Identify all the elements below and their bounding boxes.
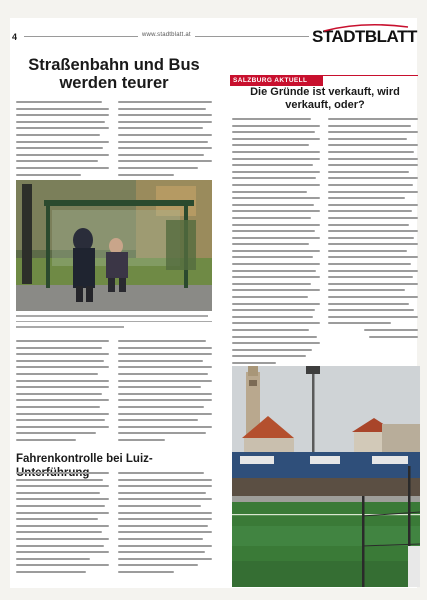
page-header	[10, 18, 417, 52]
article-3-text-col-2	[328, 118, 418, 342]
article-2-text-col-2	[118, 472, 212, 578]
header-url: www.stadtblatt.at	[138, 32, 195, 38]
football-stadium-photo	[232, 366, 420, 587]
section-label: SALZBURG AKTUELL	[230, 75, 323, 86]
article-1-text-col-2	[118, 101, 212, 180]
logo-swoosh-icon	[322, 23, 410, 33]
article-3-text-col-1	[232, 118, 320, 369]
stadtblatt-logo	[312, 26, 417, 48]
logo-text: STADTBLATT	[312, 27, 417, 46]
article-1-headline: Straßenbahn und Bus werden teurer	[28, 56, 200, 92]
article-1-text-col-3	[16, 340, 109, 446]
page-number: 4	[12, 32, 18, 42]
article-2-text-col-1	[16, 472, 109, 578]
tram-photo-caption	[16, 315, 212, 335]
article-1-text-col-1	[16, 101, 109, 180]
article-1-text-col-4	[118, 340, 212, 446]
tram-stop-photo	[16, 180, 212, 311]
newspaper-page	[10, 18, 417, 588]
article-3-headline: Die Gründe ist verkauft, wird verkauft, oder?	[250, 86, 400, 111]
article-2-headline: Fahrenkontrolle bei Luiz-	[16, 453, 153, 465]
